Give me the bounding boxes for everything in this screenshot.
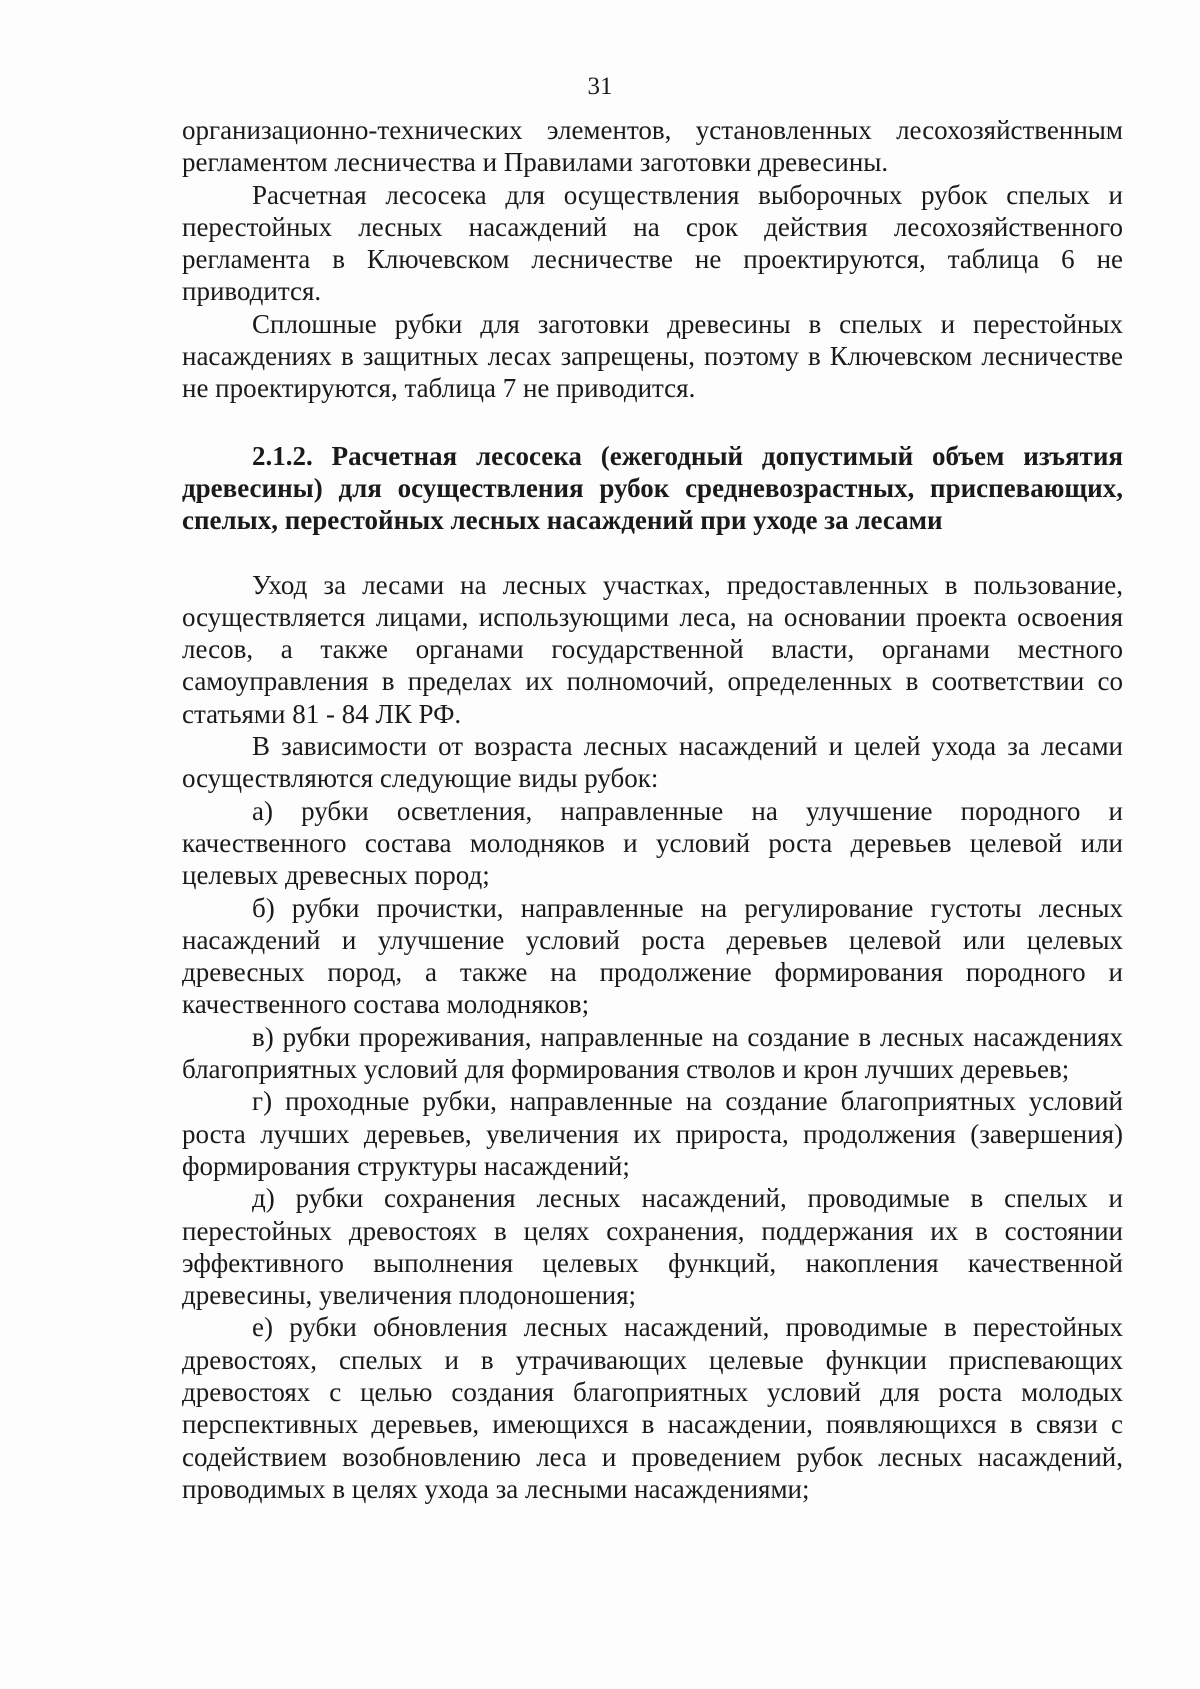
paragraph-selective-felling: Расчетная лесосека для осуществления выборочных рубок спелых и перестойных лесных насаждений на срок действия лесохозяйственного регламента в Ключевском лесничестве не проектируются, таблица 6 не приводится. bbox=[182, 179, 1123, 307]
paragraph-forest-care: Уход за лесами на лесных участках, предоставленных в пользование, осуществляется лицами, использующими леса, на основании проекта освоения лесов, а также органами государственной власти, органами местного самоуправления в пределах их полномочий, определенных в соответствии со статьями 81 - 84 ЛК РФ. bbox=[182, 569, 1123, 729]
list-item-d: д) рубки сохранения лесных насаждений, проводимые в спелых и перестойных древостоях в целях сохранения, поддержания их в состоянии эффективного выполнения целевых функций, накопления качественной древесины, увеличения плодоношения; bbox=[182, 1183, 1123, 1311]
paragraph-continuation: организационно-технических элементов, установленных лесохозяйственным регламентом лесничества и Правилами заготовки древесины. bbox=[182, 115, 1123, 178]
section-heading: 2.1.2. Расчетная лесосека (ежегодный допустимый объем изъятия древесины) для осуществления рубок средневозрастных, приспевающих, спелых, перестойных лесных насаждений при уходе за лесами bbox=[182, 440, 1123, 536]
list-item-v: в) рубки прореживания, направленные на создание в лесных насаждениях благоприятных условий для формирования стволов и крон лучших деревьев; bbox=[182, 1021, 1123, 1085]
list-item-a: а) рубки осветления, направленные на улучшение породного и качественного состава молодняков и условий роста деревьев целевой или целевых древесных пород; bbox=[182, 795, 1123, 891]
paragraph-felling-types-intro: В зависимости от возраста лесных насаждений и целей ухода за лесами осуществляются следующие виды рубок: bbox=[182, 731, 1123, 794]
list-item-b: б) рубки прочистки, направленные на регулирование густоты лесных насаждений и улучшение условий роста деревьев целевой или целевых древесных пород, а также на продолжение формирования породного и качественного состава молодняков; bbox=[182, 892, 1123, 1020]
page-number: 31 bbox=[587, 73, 613, 100]
list-item-e: е) рубки обновления лесных насаждений, проводимые в перестойных древостоях, спелых и в утрачивающих целевые функции приспевающих древостоях с целью создания благоприятных условий для роста молодых перспективных деревьев, имеющихся в насаждении, появляющихся в связи с содействием возобновлению леса и проведением рубок лесных насаждений, проводимых в целях ухода за лесными насаждениями; bbox=[182, 1312, 1123, 1504]
document-body bbox=[182, 114, 1123, 1505]
paragraph-clear-felling: Сплошные рубки для заготовки древесины в спелых и перестойных насаждениях в защитных лесах запрещены, поэтому в Ключевском лесничестве не проектируются, таблица 7 не приводится. bbox=[182, 308, 1123, 404]
list-item-g: г) проходные рубки, направленные на создание благоприятных условий роста лучших деревьев, увеличения их прироста, продолжения (завершения) формирования структуры насаждений; bbox=[182, 1086, 1123, 1181]
